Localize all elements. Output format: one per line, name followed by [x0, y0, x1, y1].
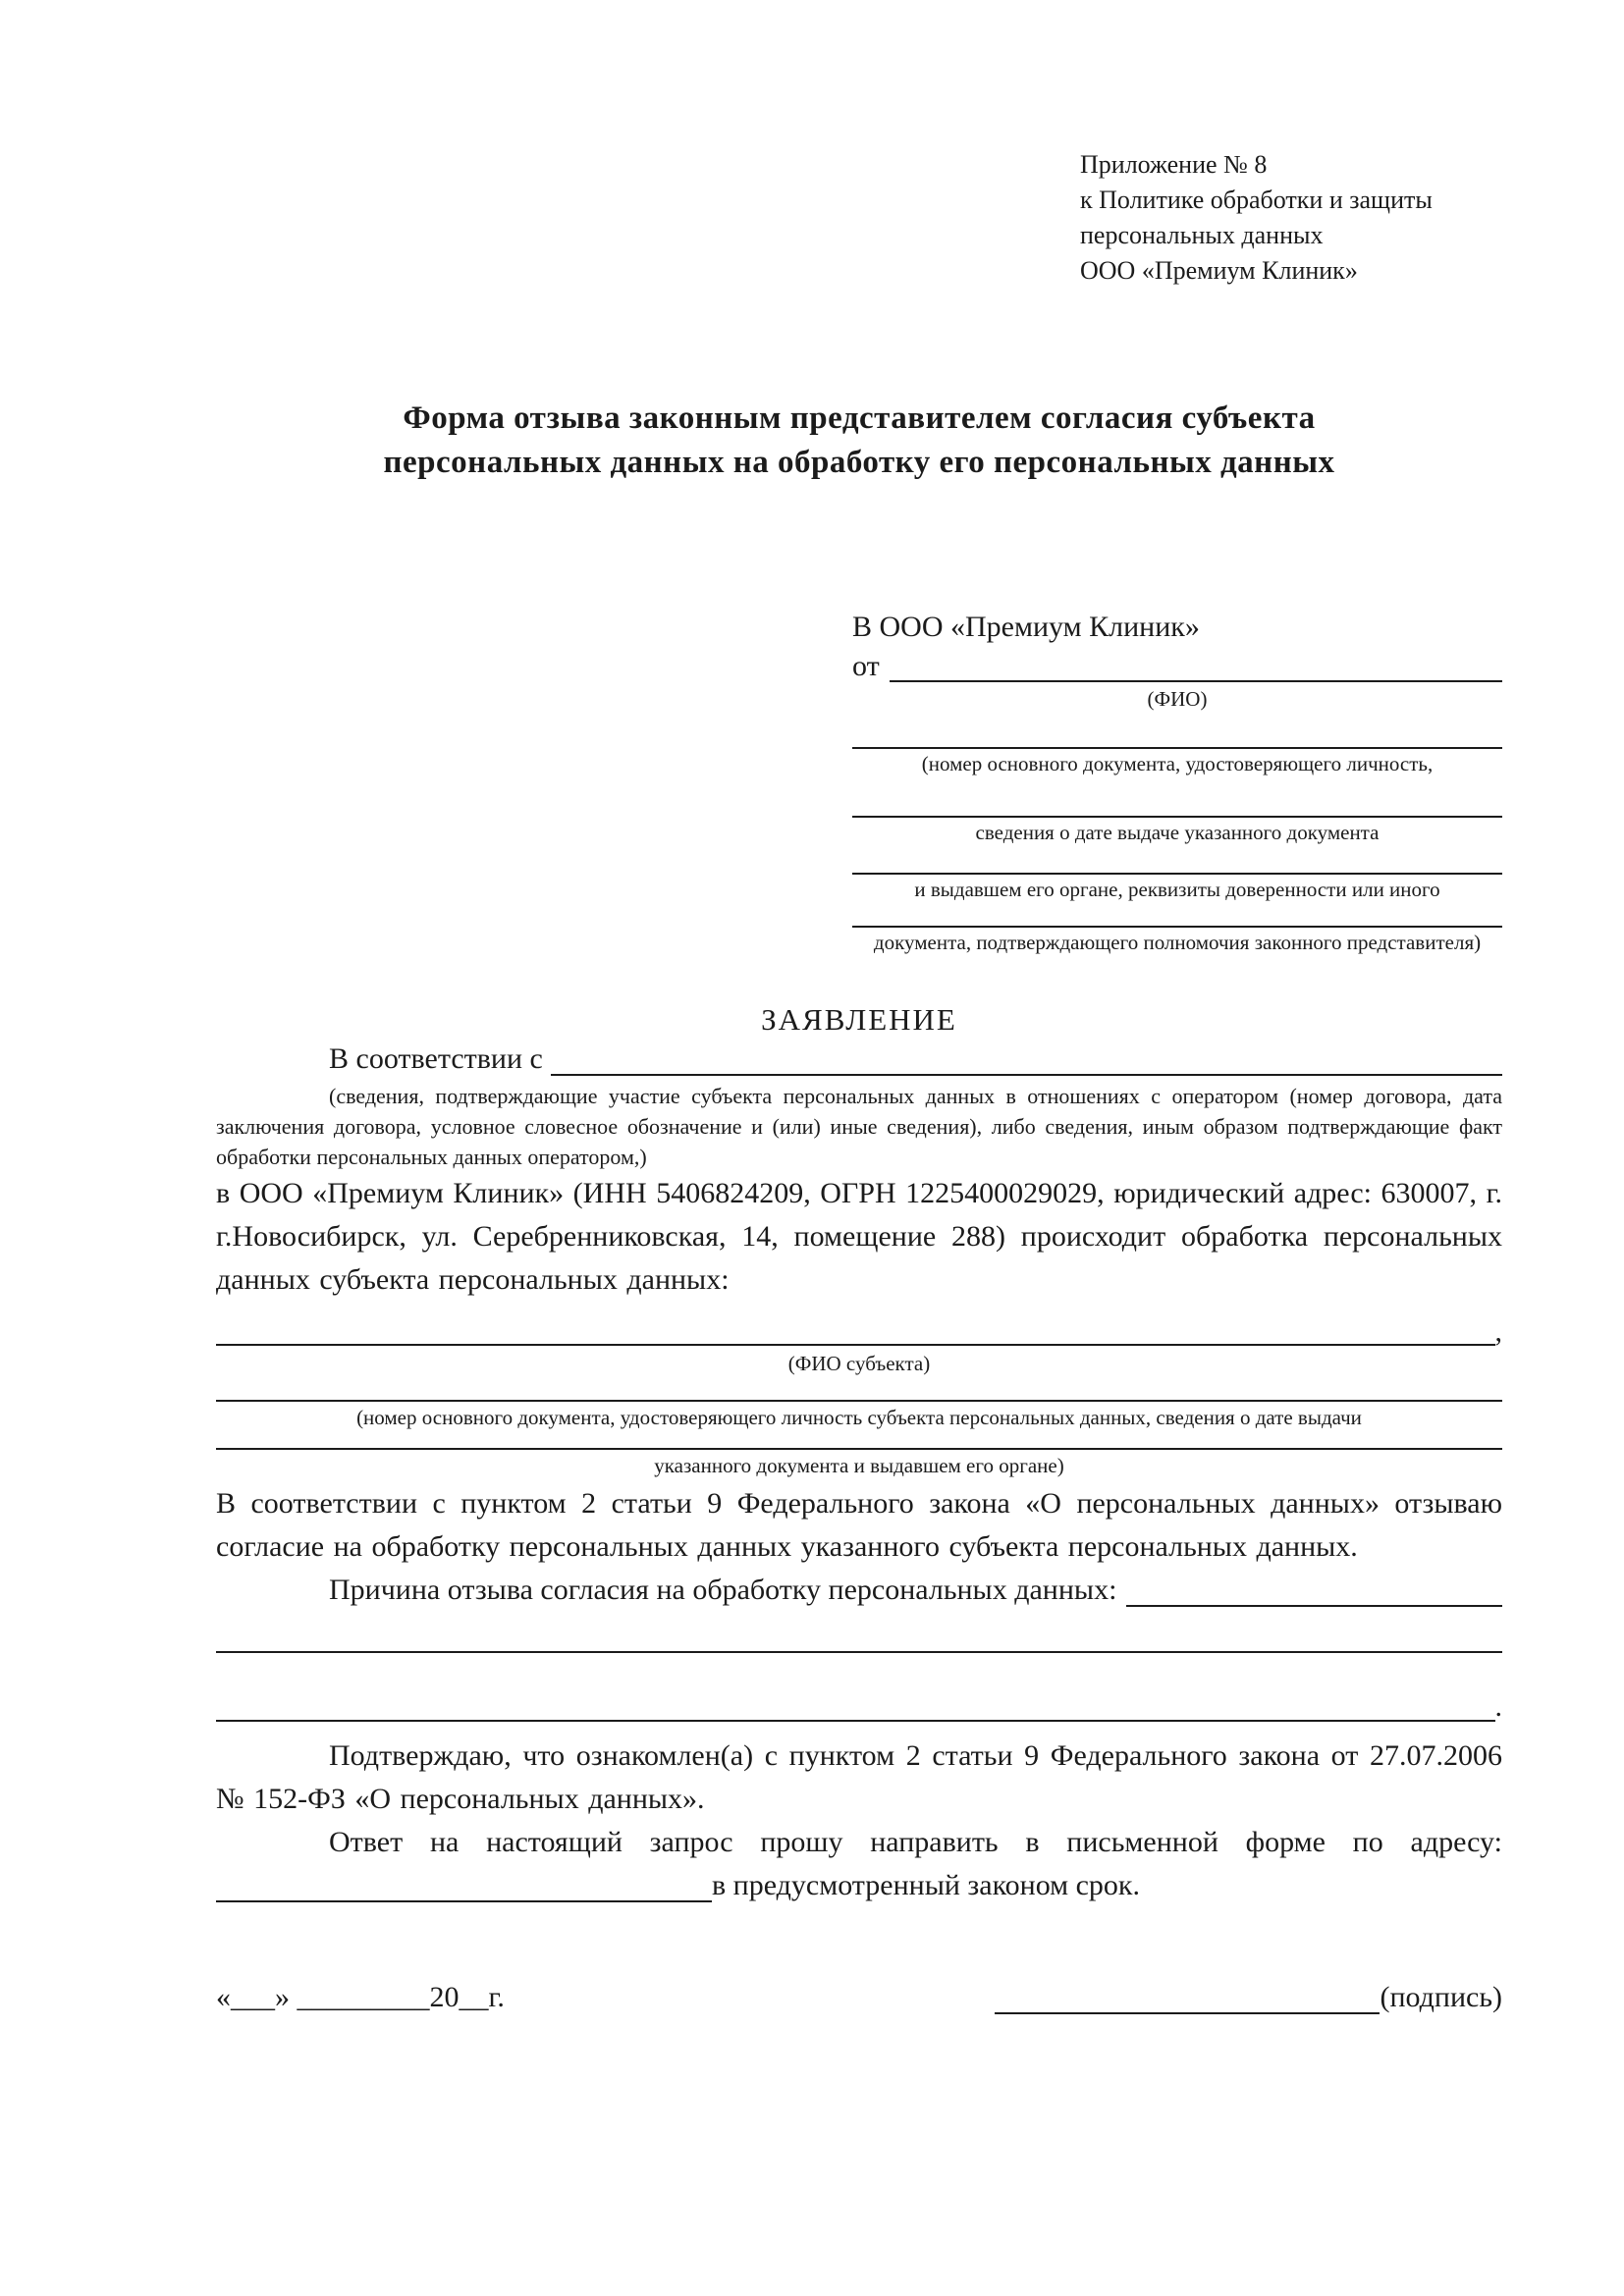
subject-fio-caption: (ФИО субъекта) [787, 1352, 931, 1375]
reply-tail: в предусмотренный законом срок. [712, 1869, 1140, 1901]
reason-blank-row [216, 1687, 1502, 1727]
appendix-line: Приложение № 8 [1080, 150, 1268, 179]
fio-caption: (ФИО) [1147, 687, 1208, 711]
representative-fio-blank-line [890, 680, 1502, 682]
appendix-line: персональных данных [1080, 221, 1324, 249]
field-caption: документа, подтверждающего полномочия законного представителя) [873, 931, 1482, 954]
withdrawal-paragraph: В соответствии с пунктом 2 статьи 9 Федерального закона «О персональных данных» отзываю согласие на обработку персональных данных указанного субъекта персональных данных. [216, 1487, 1502, 1563]
reply-paragraph: Ответ на настоящий запрос прошу направить в письменной форме по адресу: [329, 1826, 1502, 1858]
field-caption: указанного документа и выдавшем его органе) [654, 1454, 1064, 1477]
representative-doc-field [852, 926, 1502, 955]
reason-label: Причина отзыва согласия на обработку персональных данных: [329, 1574, 1117, 1606]
blank-line [852, 873, 1502, 875]
signature-block [995, 1976, 1502, 2019]
signature-caption: (подпись) [1380, 1981, 1502, 2013]
blank-line [216, 1720, 1495, 1722]
intro-caption: (сведения, подтверждающие участие субъекта персональных данных в отношениях с оператором (номер договора, дата заключения договора, условное словесное обозначение и (или) иные сведения), либо сведения, иным образом подтверждающие факт обработки персональных данных оператором,) [216, 1084, 1502, 1169]
addressee-block [852, 608, 1502, 955]
reply-address-blank-line [216, 1900, 712, 1902]
reply-address-row [216, 1864, 1502, 1907]
date-line: «___» _________20__г. [216, 1981, 505, 2013]
blank-line [216, 1400, 1502, 1402]
subject-fio-blank-line [216, 1344, 1495, 1346]
intro-row [216, 1038, 1502, 1081]
blank-line [216, 1448, 1502, 1450]
appendix-line: к Политике обработки и защиты [1080, 186, 1433, 214]
subject-doc-field [216, 1400, 1502, 1430]
blank-line [216, 1651, 1502, 1653]
blank-line [852, 816, 1502, 818]
blank-line [852, 926, 1502, 928]
subject-fio-row [216, 1313, 1502, 1351]
representative-doc-field [852, 873, 1502, 902]
page-title: Форма отзыва законным представителем согласия субъекта персональных данных на обработку его персональных данных [383, 400, 1335, 480]
subject-doc-field [216, 1448, 1502, 1478]
intro-label: В соответствии с [329, 1042, 543, 1075]
confirm-paragraph: Подтверждаю, что ознакомлен(а) с пунктом 2 статьи 9 Федерального закона от 27.07.2006 № 152-ФЗ «О персональных данных». [216, 1739, 1502, 1815]
reason-row [216, 1569, 1502, 1612]
appendix-block [852, 147, 1502, 289]
field-caption: сведения о дате выдаче указанного документа [975, 821, 1380, 844]
addressee-from-row [852, 647, 1502, 686]
reason-blank-row [216, 1651, 1502, 1658]
footer-row [216, 1976, 1502, 2019]
from-label: от [852, 650, 880, 682]
field-caption: (номер основного документа, удостоверяющего личность, [921, 752, 1434, 775]
field-caption: и выдавшем его органе, реквизиты доверенности или иного [914, 878, 1440, 901]
addressee-to: В ООО «Премиум Клиник» [852, 611, 1200, 643]
subject-line-comma: , [1494, 1315, 1502, 1348]
intro-blank-line [551, 1074, 1502, 1076]
representative-doc-field [852, 747, 1502, 776]
operator-paragraph: в ООО «Премиум Клиник» (ИНН 5406824209, ОГРН 1225400029029, юридический адрес: 630007, г. г.Новосибирск, ул. Серебренниковская, 14, помещение 288) происходит обработка персональных данных субъекта персональных данных: [216, 1177, 1502, 1296]
signature-blank-line [995, 2012, 1380, 2014]
reason-line-period: . [1494, 1690, 1502, 1723]
blank-line [852, 747, 1502, 749]
field-caption: (номер основного документа, удостоверяющего личность субъекта персональных данных, сведения о дате выдачи [356, 1406, 1362, 1429]
representative-doc-field [852, 816, 1502, 845]
statement-heading: ЗАЯВЛЕНИЕ [761, 1002, 957, 1037]
appendix-line: ООО «Премиум Клиник» [1080, 256, 1358, 285]
reason-blank-line [1126, 1605, 1502, 1607]
